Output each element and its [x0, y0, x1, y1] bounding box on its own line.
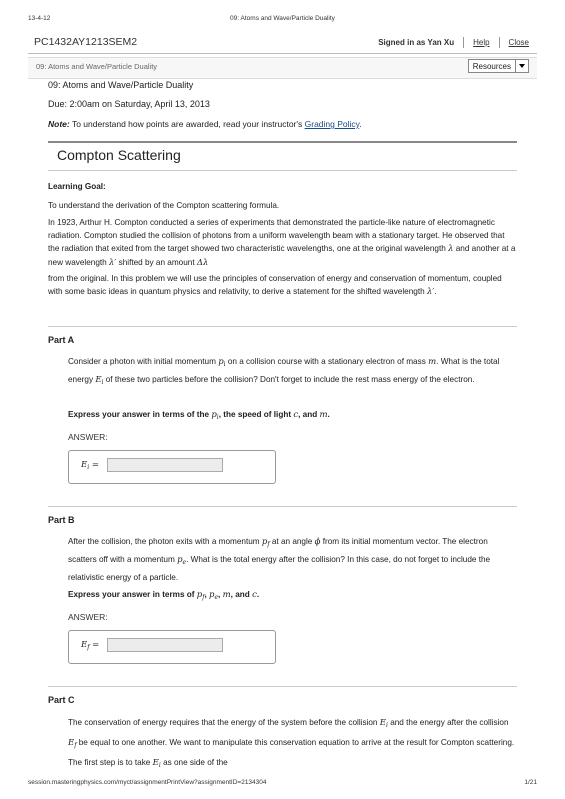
grading-note: Note: To understand how points are awarded, read your instructor's Grading Policy.	[48, 119, 362, 129]
print-header	[28, 15, 537, 22]
part-a-instructions: Express your answer in terms of the $p_i$, the speed of light c, and m.	[68, 410, 330, 421]
part-c-label: Part C	[48, 695, 75, 705]
intro-paragraph: In 1923, Arthur H. Compton conducted a series of experiments that demonstrated the particle-like nature of electromagnetic radiation. Compton studied the collision of photons from a uniform wavelength beam with a stationary target. He observed that the radiation that exited from the target showed two characteristic wavelengths, one at the original wavelength λ and another at a new wavelength λ′ shifted by an amount Δλ	[48, 218, 516, 268]
part-rule	[48, 506, 517, 507]
learning-goal-text: To understand the derivation of the Compton scattering formula.	[48, 201, 280, 210]
signed-in-label: Signed in as Yan Xu	[378, 38, 455, 47]
divider	[499, 37, 500, 48]
header-rule	[28, 53, 537, 54]
part-b-question: After the collision, the photon exits with a momentum $p_f$ at an angle ϕ from its initial momentum vector. The electron scatters off with a momentum $p_e$. What is the total energy after the collision? In this case, do not forget to include the relativistic energy of a particle.	[68, 537, 491, 582]
note-label: Note:	[48, 119, 70, 129]
print-url: session.masteringphysics.com/myct/assignmentPrintView?assignmentID=2134304	[28, 779, 267, 786]
part-c-question: The conservation of energy requires that the energy of the system before the collision $E_i$ and the energy after the collision $E_f$ be equal to one another. We want to manipulate this conservation equation to arrive at the result for Compton scattering. The first step is to take $E_i$ as one side of the	[68, 718, 515, 768]
part-b-answer-input[interactable]	[107, 638, 223, 652]
chevron-down-icon[interactable]	[515, 60, 528, 72]
print-footer	[28, 779, 537, 786]
print-page-number: 1/21	[524, 779, 537, 786]
assignment-title: 09: Atoms and Wave/Particle Duality	[48, 80, 194, 90]
intro-paragraph-2: from the original. In this problem we will use the principles of conservation of energy and conservation of momentum, coupled with some basic ideas in quantum physics and relativity, to derive a statement for the shifted wavelength λ′.	[48, 274, 502, 297]
part-a-label: Part A	[48, 335, 75, 345]
print-date: 13-4-12	[28, 15, 51, 22]
grading-policy-link[interactable]: Grading Policy	[304, 119, 360, 129]
part-a-answer-box	[68, 450, 276, 484]
due-date: Due: 2:00am on Saturday, April 13, 2013	[48, 99, 210, 109]
divider	[463, 37, 464, 48]
part-b-answer-label: ANSWER:	[68, 612, 108, 622]
problem-title: Compton Scattering	[57, 147, 181, 163]
resources-label: Resources	[472, 61, 511, 71]
print-page-title: 09: Atoms and Wave/Particle Duality	[230, 15, 335, 22]
part-a-answer-label: ANSWER:	[68, 432, 108, 442]
user-bar	[378, 37, 529, 48]
note-text: To understand how points are awarded, read your instructor's	[71, 119, 303, 129]
part-a-variable: $E_i$ =	[81, 460, 99, 471]
part-rule	[48, 326, 517, 327]
part-b-label: Part B	[48, 515, 75, 525]
resources-dropdown[interactable]	[468, 59, 529, 73]
problem-rule	[48, 141, 517, 143]
breadcrumb[interactable]: 09: Atoms and Wave/Particle Duality	[36, 62, 158, 71]
part-a-answer-input[interactable]	[107, 458, 223, 472]
learning-goal-label: Learning Goal:	[48, 182, 106, 191]
close-link[interactable]: Close	[508, 38, 529, 47]
title-rule	[48, 170, 517, 171]
help-link[interactable]: Help	[473, 38, 490, 47]
course-id: PC1432AY1213SEM2	[34, 36, 138, 48]
part-b-answer-box	[68, 630, 276, 664]
part-b-variable: $E_f$ =	[81, 640, 100, 651]
part-a-question: Consider a photon with initial momentum $p_i$ on a collision course with a stationary electron of mass m. What is the total energy $E_i$ of these two particles before the collision? Don't forget to include the rest mass energy of the electron.	[68, 357, 500, 386]
part-rule	[48, 686, 517, 687]
part-b-instructions: Express your answer in terms of $p_f$, $p_e$, m, and c.	[68, 590, 260, 601]
